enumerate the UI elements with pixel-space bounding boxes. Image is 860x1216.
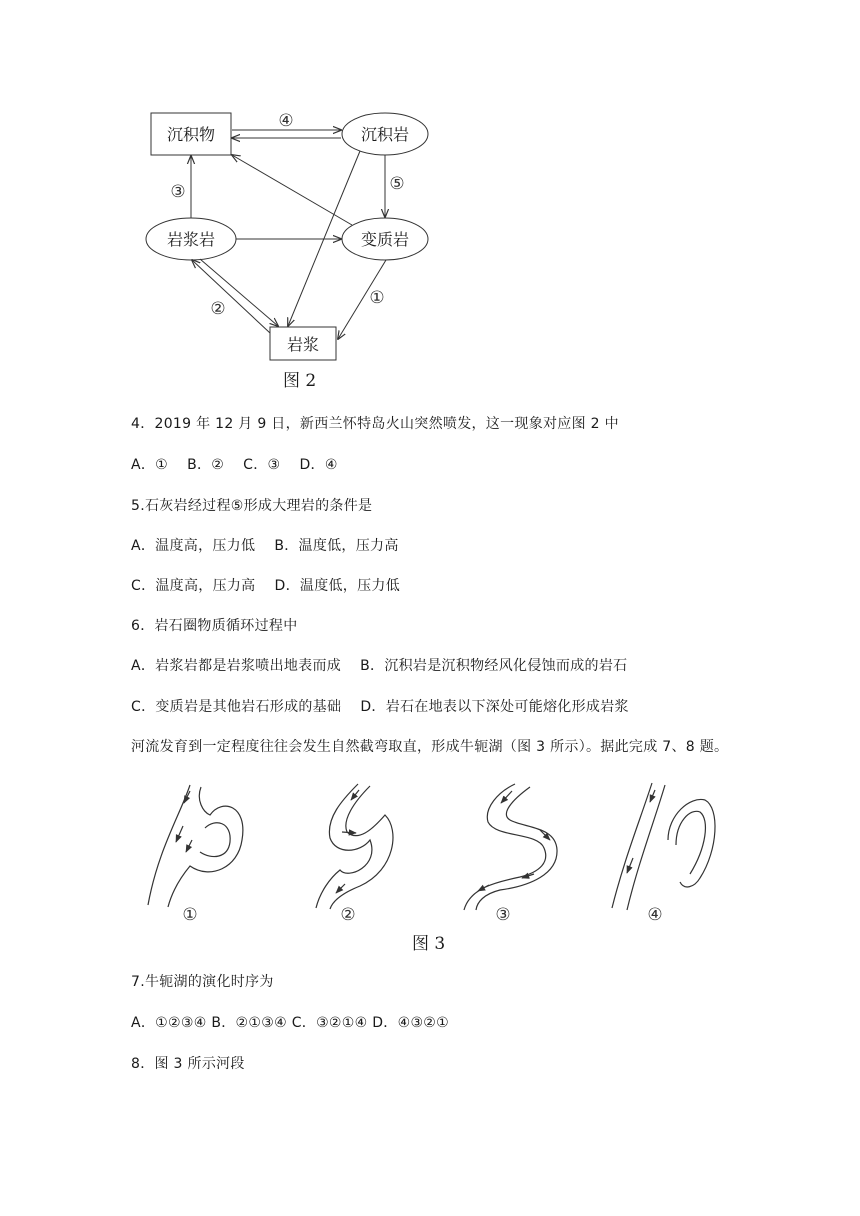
q6-options-1: A．岩浆岩都是岩浆喷出地表而成 B．沉积岩是沉积物经风化侵蚀而成的岩石 xyxy=(131,658,628,674)
label-2: ② xyxy=(210,299,226,319)
q7-options: A．①②③④ B．②①③④ C．③②①④ D．④③②① xyxy=(131,1015,449,1031)
q4-stem: 4．2019 年 12 月 9 日，新西兰怀特岛火山突然喷发，这一现象对应图 2 中 xyxy=(131,416,619,432)
figure2-caption: 图 2 xyxy=(283,371,317,391)
node-igneous-rock: 岩浆岩 xyxy=(166,230,216,249)
node-metamorphic-rock: 变质岩 xyxy=(360,230,410,249)
fig3-label-2: ② xyxy=(340,905,356,925)
intro-7-8: 河流发育到一定程度往往会发生自然截弯取直，形成牛轭湖（图 3 所示）。据此完成 7、8 题。 xyxy=(131,739,729,755)
q5-options-2: C．温度高，压力高 D．温度低，压力低 xyxy=(131,578,401,594)
label-3: ③ xyxy=(170,182,186,202)
node-magma: 岩浆 xyxy=(286,335,320,354)
q8-stem: 8．图 3 所示河段 xyxy=(131,1056,245,1072)
node-sedimentary-rock: 沉积岩 xyxy=(360,125,410,144)
figure3-caption: 图 3 xyxy=(412,934,446,954)
river-stage-3 xyxy=(464,784,557,910)
river-stage-4 xyxy=(612,783,715,910)
fig3-label-4: ④ xyxy=(647,905,663,925)
river-stage-2 xyxy=(316,784,393,909)
label-5: ⑤ xyxy=(389,174,405,194)
q5-stem: 5.石灰岩经过程⑤形成大理岩的条件是 xyxy=(131,498,373,514)
label-1: ① xyxy=(369,288,385,308)
q5-options-1: A．温度高，压力低 B．温度低，压力高 xyxy=(131,538,399,554)
fig3-label-1: ① xyxy=(182,905,198,925)
q4-options: A．① B．② C．③ D．④ xyxy=(131,457,338,473)
fig3-label-3: ③ xyxy=(495,905,511,925)
q6-stem: 6．岩石圈物质循环过程中 xyxy=(131,618,298,634)
label-4: ④ xyxy=(278,111,294,131)
node-sediment: 沉积物 xyxy=(166,125,216,144)
q7-stem: 7.牛轭湖的演化时序为 xyxy=(131,974,274,990)
river-stage-1 xyxy=(148,785,243,907)
q6-options-2: C．变质岩是其他岩石形成的基础 D．岩石在地表以下深处可能熔化形成岩浆 xyxy=(131,699,629,715)
